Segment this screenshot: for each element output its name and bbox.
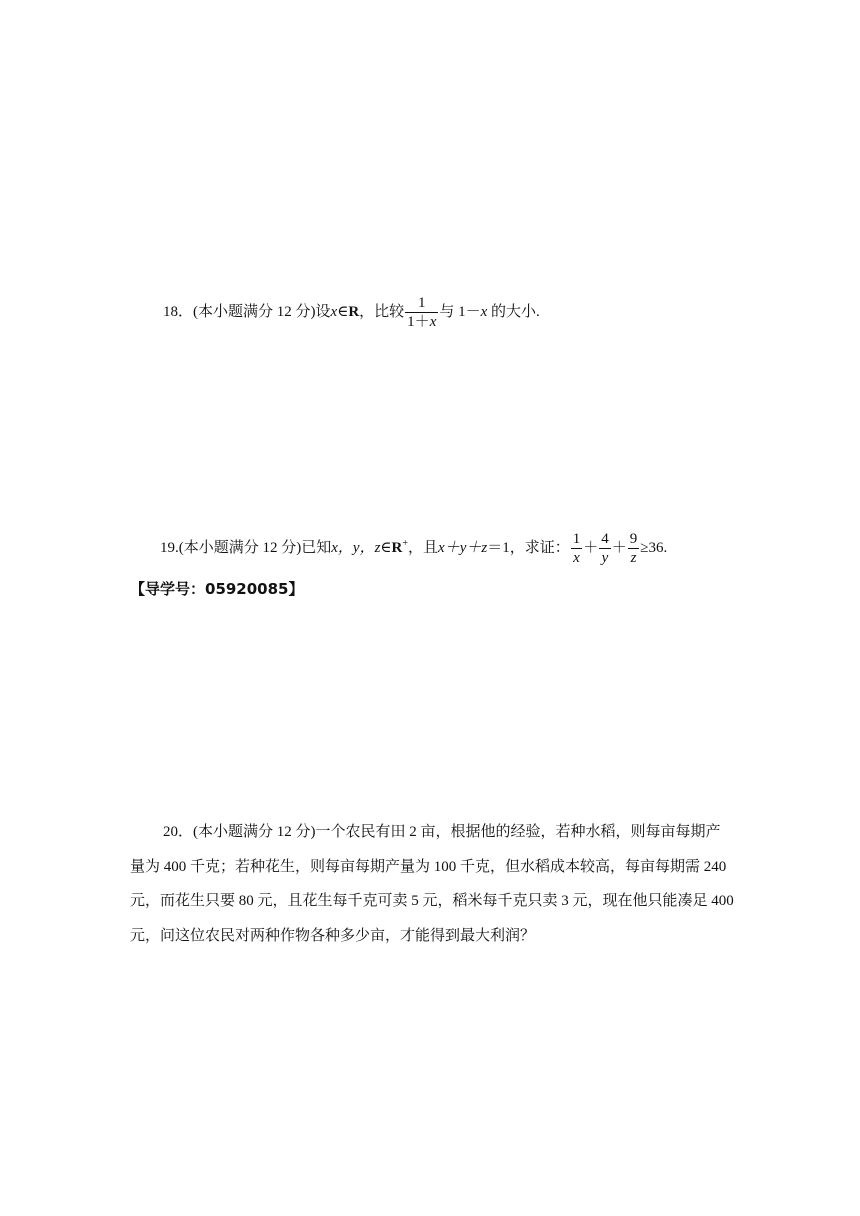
question-19 <box>160 530 667 567</box>
fraction-numerator: 4 <box>601 531 609 547</box>
real-set-symbol: R <box>391 539 403 556</box>
fraction-denominator: x <box>573 550 580 566</box>
question-points: (本小题满分 12 分) <box>193 824 316 840</box>
variables-xyz: x，y，z <box>331 539 381 556</box>
question-20 <box>130 815 735 953</box>
plus-sign: ＋ <box>583 539 599 556</box>
question-text: ，且 <box>408 539 439 556</box>
fraction-denominator: y <box>601 550 609 566</box>
inequality-result: ≥36. <box>640 539 668 556</box>
positive-superscript: + <box>402 537 409 549</box>
fraction-numerator: 1 <box>405 294 438 313</box>
fraction-denominator: z <box>630 550 637 566</box>
question-text: 设 <box>315 303 331 320</box>
question-number: 18． <box>163 303 194 320</box>
question-18 <box>163 294 540 331</box>
question-text: ，比较 <box>359 303 405 320</box>
question-number: 20． <box>163 824 194 840</box>
question-text: 的大小. <box>491 303 540 320</box>
question-text: ＝1，求证： <box>487 539 570 556</box>
fraction-1-over-1-plus-x <box>405 294 438 331</box>
question-text: 与 1－ <box>439 303 481 320</box>
plus-sign: ＋ <box>611 539 627 556</box>
variable-x: x <box>480 303 488 320</box>
fraction-1-over-x <box>571 530 583 567</box>
fraction-9-over-z <box>628 530 640 567</box>
sum-expression: x＋y＋z <box>438 539 488 556</box>
variable-x: x <box>330 303 338 320</box>
question-points: (本小题满分 12 分) <box>178 539 302 556</box>
question-text: 已知 <box>301 539 332 556</box>
element-of-symbol: ∈ <box>380 539 392 556</box>
fraction-numerator: 9 <box>629 531 638 547</box>
fraction-numerator: 1 <box>572 531 581 547</box>
fraction-denominator <box>405 313 438 331</box>
denominator-part: 1＋ <box>407 314 430 330</box>
guide-number: 【导学号：05920085】 <box>130 580 304 598</box>
fraction-4-over-y <box>599 530 611 567</box>
question-body: 一个农民有田 2 亩，根据他的经验，若种水稻，则每亩每期产量为 400 千克；若种花生，则每亩每期产量为 100 千克，但水稻成本较高，每亩每期需 240 元，而花生只要 80 元，且花生每千克可卖 5 元，稻米每千克只卖 3 元，现在他只能凑足 400 元，问这位农民对两种作物各种多少亩，才能得到最大利润？ <box>130 824 734 944</box>
real-set-symbol: R <box>348 303 360 320</box>
question-points: (本小题满分 12 分) <box>193 303 316 320</box>
variable-x: x <box>429 314 437 330</box>
element-of-symbol: ∈ <box>337 303 349 320</box>
question-number: 19. <box>160 539 179 556</box>
